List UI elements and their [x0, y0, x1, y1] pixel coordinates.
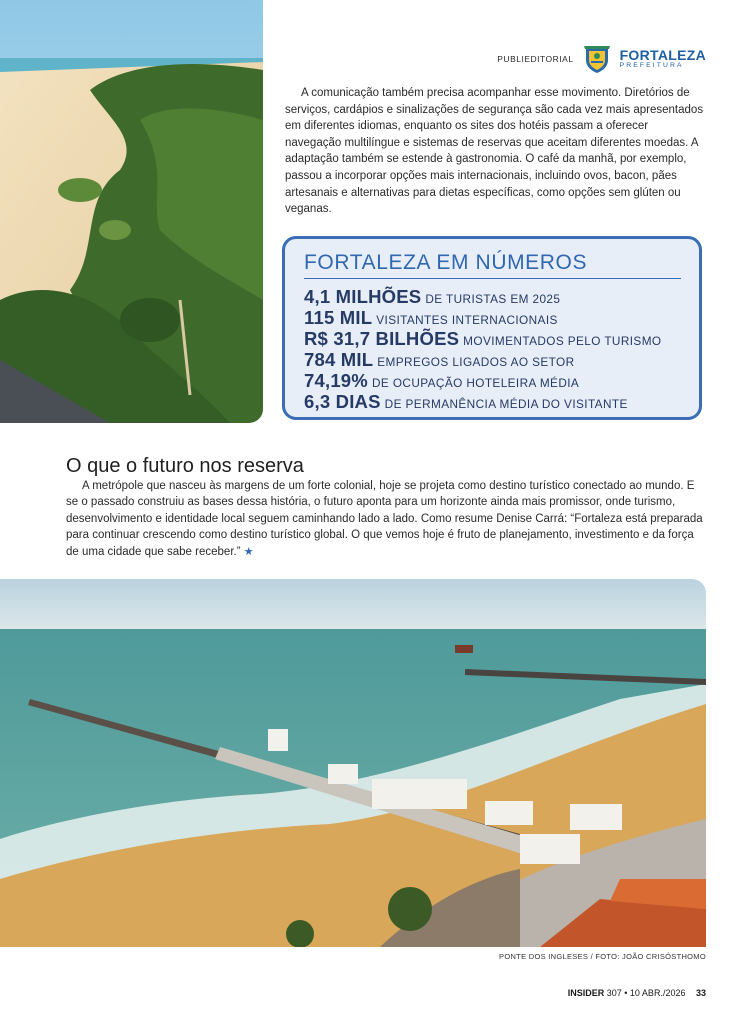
stat-row — [304, 391, 628, 413]
pier-photo — [0, 579, 706, 947]
intro-text — [285, 85, 705, 218]
publieditorial-header — [497, 44, 706, 74]
dunes-photo — [0, 0, 263, 423]
stat-value: 784 MIL — [304, 349, 374, 370]
numbers-title: FORTALEZA EM NÚMEROS — [304, 251, 588, 274]
section-heading: O que o futuro nos reserva — [66, 455, 304, 477]
brand-subtitle: PREFEITURA — [619, 62, 684, 70]
stat-value: 6,3 DIAS — [304, 391, 381, 412]
stat-value: 74,19% — [304, 370, 368, 391]
page-number: 33 — [695, 988, 706, 998]
stat-row — [304, 307, 558, 329]
section-label: PUBLIEDITORIAL — [497, 54, 574, 64]
future-paragraph-text: A metrópole que nasceu às margens de um forte colonial, hoje se projeta como destino turístico conectado ao mundo. E se o passado construiu as bases dessa história, o futuro aponta para um horizonte ainda mais promissor, onde turismo, desenvolvimento e identidade local seguem caminhando lado a lado. Como resume Denise Carrá: “Fortaleza está preparada para continuar crescendo como destino turístico global. O que vemos hoje é fruto de planejamento, investimento e da força de uma cidade que sabe receber.” — [66, 480, 703, 558]
stat-value: 115 MIL — [304, 307, 373, 328]
stat-description: DE OCUPAÇÃO HOTELEIRA MÉDIA — [371, 376, 580, 390]
stat-value: 4,1 MILHÕES — [304, 286, 422, 307]
stat-description: EMPREGOS LIGADOS AO SETOR — [377, 355, 575, 369]
stat-row — [304, 349, 575, 371]
future-text — [66, 478, 706, 560]
stat-row — [304, 286, 560, 308]
page-footer — [568, 988, 706, 998]
stat-value: R$ 31,7 BILHÕES — [304, 328, 460, 349]
issue-info: 307 • 10 ABR./2026 — [606, 988, 686, 998]
magazine-name: INSIDER — [567, 988, 605, 998]
city-crest-icon — [582, 44, 612, 74]
intro-paragraph: A comunicação também precisa acompanhar esse movimento. Diretórios de serviços, cardápios e sinalizações de segurança são cada vez mais apresentados em diferentes idiomas, enquanto os sites dos hotéis passam a oferecer navegação multilíngue e sistemas de reservas que aceitam diferentes moedas. A adaptação também se estende à gastronomia. O café da manhã, por exemplo, passou a incorporar opções mais internacionais, incluindo ovos, bacon, pães artesanais e alternativas para dietas específicas, como opções sem glúten ou veganas. — [285, 87, 704, 216]
brand-logo — [620, 48, 706, 70]
stat-row — [304, 370, 579, 392]
numbers-box — [282, 236, 702, 420]
stat-description: DE PERMANÊNCIA MÉDIA DO VISITANTE — [384, 397, 628, 411]
future-paragraph — [66, 478, 706, 560]
photo-caption: PONTE DOS INGLESES / FOTO: JOÃO CRISÓSTHOMO — [499, 952, 706, 961]
stat-row — [304, 328, 662, 350]
stat-description: MOVIMENTADOS PELO TURISMO — [463, 334, 662, 348]
brand-name: FORTALEZA — [619, 47, 706, 64]
numbers-divider — [304, 278, 681, 279]
stat-description: VISITANTES INTERNACIONAIS — [376, 313, 558, 327]
stat-description: DE TURISTAS EM 2025 — [425, 292, 561, 306]
end-star-icon: ★ — [243, 545, 254, 558]
